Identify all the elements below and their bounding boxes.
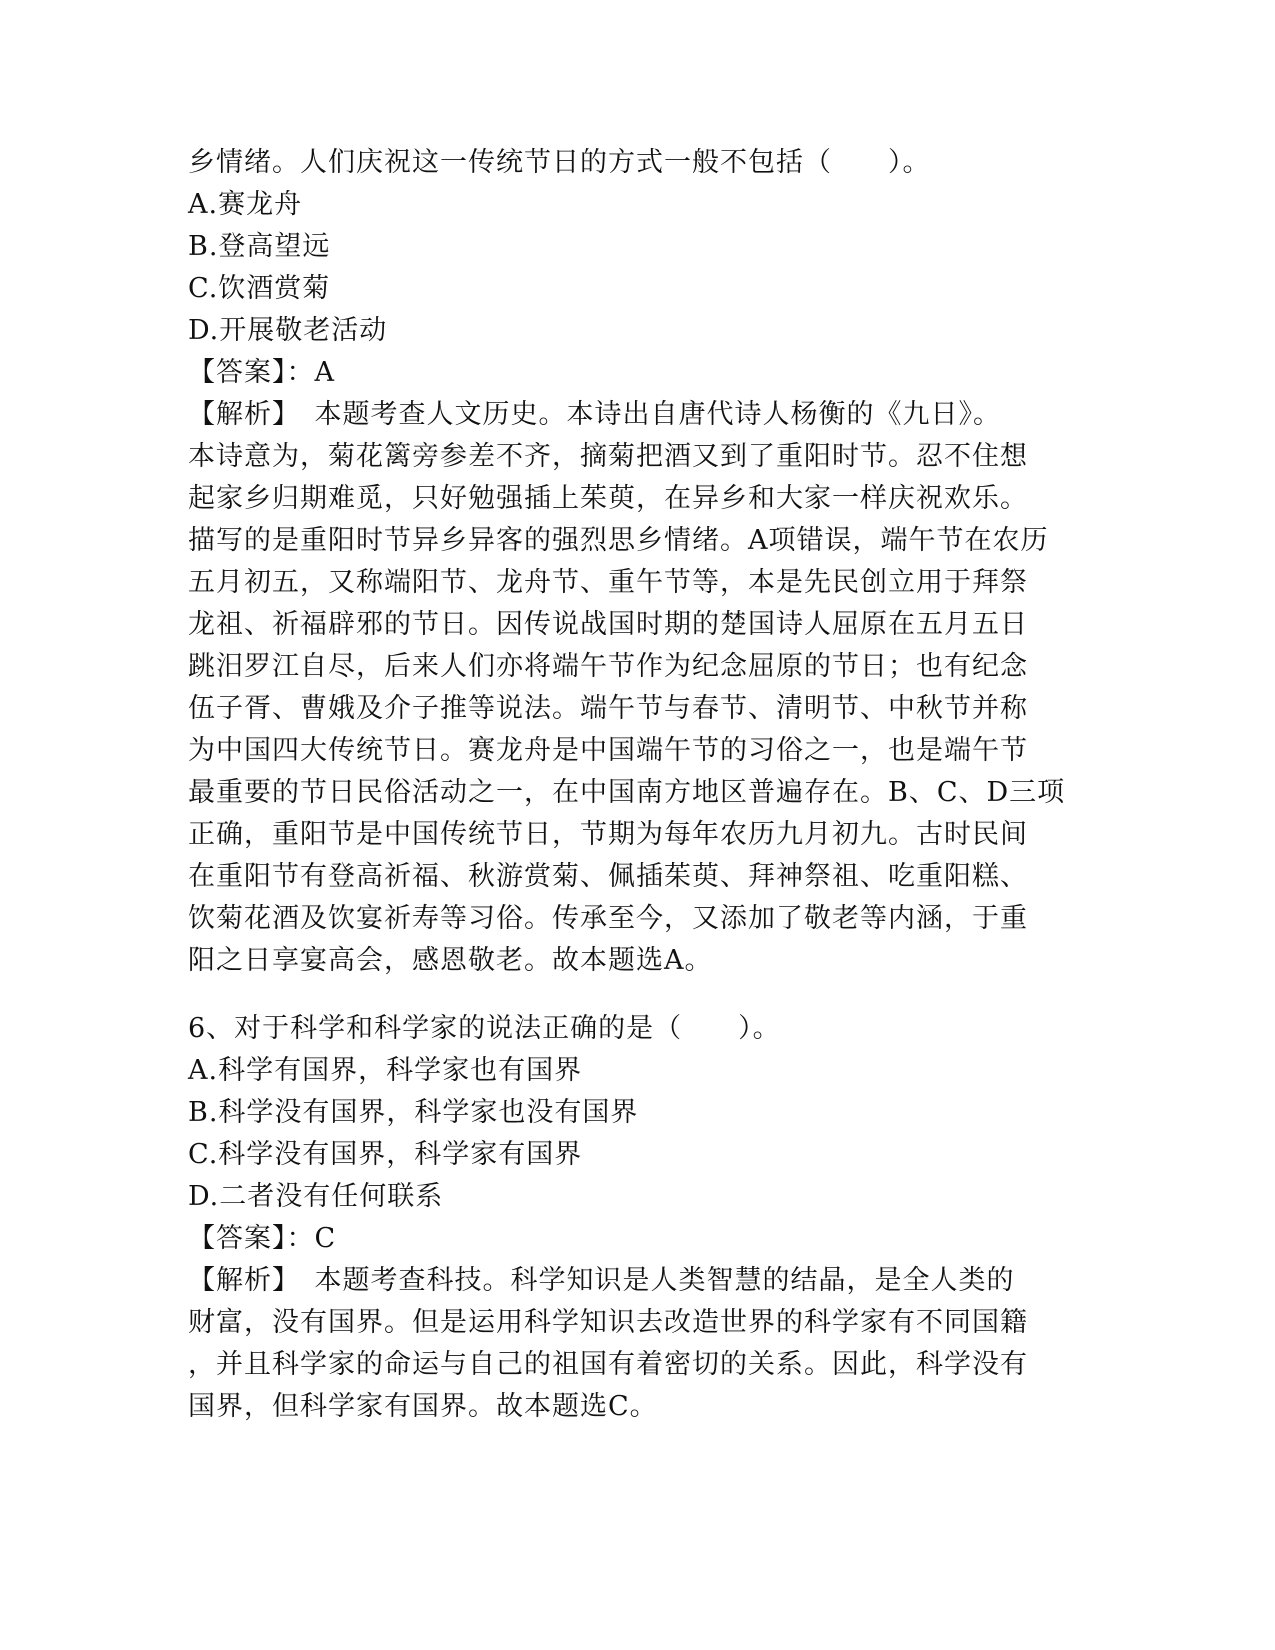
question-5-analysis-line: 五月初五，又称端阳节、龙舟节、重午节等，本是先民创立用于拜祭 (188, 567, 1028, 598)
question-5-analysis-line: 正确，重阳节是中国传统节日，节期为每年农历九月初九。古时民间 (188, 819, 1028, 850)
question-5-analysis-line: 在重阳节有登高祈福、秋游赏菊、佩插茱萸、拜神祭祖、吃重阳糕、 (188, 861, 1028, 892)
question-5-analysis-line: 跳汨罗江自尽，后来人们亦将端午节作为纪念屈原的节日；也有纪念 (188, 651, 1028, 682)
question-6-option-d: D.二者没有任何联系 (188, 1181, 444, 1212)
question-6-option-c: C.科学没有国界，科学家有国界 (188, 1139, 583, 1170)
question-6-answer: 【答案】：C (188, 1223, 337, 1254)
question-5-analysis-line: 【解析】 本题考查人文历史。本诗出自唐代诗人杨衡的《九日》。 (188, 399, 1001, 430)
question-6-analysis-line: 【解析】 本题考查科技。科学知识是人类智慧的结晶，是全人类的 (188, 1265, 1015, 1296)
question-5-option-b: B.登高望远 (188, 231, 331, 262)
question-5-option-a: A.赛龙舟 (188, 189, 303, 220)
question-5-analysis-line: 龙祖、祈福辟邪的节日。因传说战国时期的楚国诗人屈原在五月五日 (188, 609, 1028, 640)
question-5-answer: 【答案】：A (188, 357, 335, 388)
question-5-analysis-line: 伍子胥、曹娥及介子推等说法。端午节与春节、清明节、中秋节并称 (188, 693, 1028, 724)
question-5-analysis-line: 最重要的节日民俗活动之一，在中国南方地区普遍存在。B、C、D三项 (188, 777, 1066, 808)
question-5-analysis-line: 阳之日享宴高会，感恩敬老。故本题选A。 (188, 945, 713, 976)
question-5-analysis-line: 为中国四大传统节日。赛龙舟是中国端午节的习俗之一，也是端午节 (188, 735, 1028, 766)
question-6-analysis-line: 财富，没有国界。但是运用科学知识去改造世界的科学家有不同国籍 (188, 1307, 1028, 1338)
question-6-stem: 6、对于科学和科学家的说法正确的是（ ）。 (188, 1013, 781, 1044)
question-5-stem: 乡情绪。人们庆祝这一传统节日的方式一般不包括（ ）。 (188, 147, 931, 178)
question-5-option-c: C.饮酒赏菊 (188, 273, 331, 304)
question-6-analysis-line: 国界，但科学家有国界。故本题选C。 (188, 1391, 658, 1422)
question-5-analysis-line: 饮菊花酒及饮宴祈寿等习俗。传承至今，又添加了敬老等内涵，于重 (188, 903, 1028, 934)
question-5-option-d: D.开展敬老活动 (188, 315, 388, 346)
question-5-analysis-line: 本诗意为，菊花篱旁参差不齐，摘菊把酒又到了重阳时节。忍不住想 (188, 441, 1028, 472)
question-5-analysis-line: 描写的是重阳时节异乡异客的强烈思乡情绪。A项错误，端午节在农历 (188, 525, 1049, 556)
question-6-option-a: A.科学有国界，科学家也有国界 (188, 1055, 583, 1086)
question-6-option-b: B.科学没有国界，科学家也没有国界 (188, 1097, 639, 1128)
question-6-analysis-line: ，并且科学家的命运与自己的祖国有着密切的关系。因此，科学没有 (188, 1349, 1028, 1380)
question-5-analysis-line: 起家乡归期难觅，只好勉强插上茱萸，在异乡和大家一样庆祝欢乐。 (188, 483, 1028, 514)
